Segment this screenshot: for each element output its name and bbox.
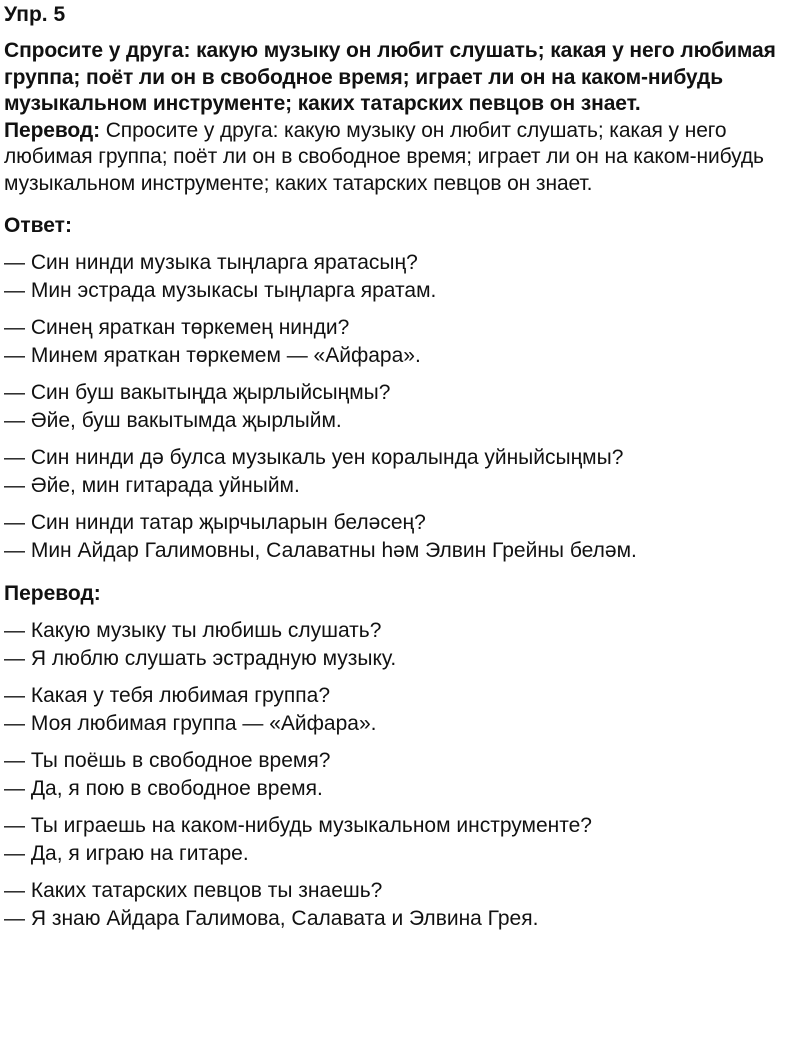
dialog-question: — Син нинди дә булса музыкаль уен коралында уйныйсыңмы? xyxy=(4,446,624,469)
exercise-title: Упр. 5 xyxy=(4,3,66,26)
translation-reply: — Да, я играю на гитаре. xyxy=(4,842,249,865)
translation-question: — Каких татарских певцов ты знаешь? xyxy=(4,879,383,902)
translation-question: — Ты поёшь в свободное время? xyxy=(4,749,331,772)
task-text: Спросите у друга: какую музыку он любит слушать; какая у него любимая группа; поёт ли он в свободное время; играет ли он на каком-нибудь музыкальном инструменте; каких татарских певцов он знает. xyxy=(4,39,776,115)
translation-label: Перевод: xyxy=(4,118,100,142)
translation-pair xyxy=(4,812,800,868)
dialog-pair xyxy=(4,509,800,565)
dialog-pair xyxy=(4,249,800,305)
translation-question: — Какая у тебя любимая группа? xyxy=(4,684,331,707)
translation-reply: — Моя любимая группа — «Айфара». xyxy=(4,712,377,735)
dialog-question: — Син буш вакытыңда җырлыйсыңмы? xyxy=(4,381,391,404)
translation-text: Спросите у друга: какую музыку он любит слушать; какая у него любимая группа; поёт ли он в свободное время; играет ли он на каком-нибудь музыкальном инструменте; каких татарских певцов он знает. xyxy=(4,118,764,195)
translation-pair xyxy=(4,617,800,673)
dialog-question: — Син нинди татар җырчыларын беләсең? xyxy=(4,511,426,534)
translation-pair xyxy=(4,682,800,738)
translation-reply: — Да, я пою в свободное время. xyxy=(4,777,323,800)
dialog-reply: — Мин эстрада музыкасы тыңларга яратам. xyxy=(4,279,437,302)
translation-reply: — Я знаю Айдара Галимова, Салавата и Элвина Грея. xyxy=(4,907,539,930)
translation-reply: — Я люблю слушать эстрадную музыку. xyxy=(4,647,397,670)
dialog-reply: — Мин Айдар Галимовны, Салаватны һәм Элвин Грейны беләм. xyxy=(4,539,637,562)
translation-pair xyxy=(4,877,800,933)
answer-translation-heading: Перевод: xyxy=(4,582,101,605)
answer-heading: Ответ: xyxy=(4,214,72,237)
dialog-question: — Син нинди музыка тыңларга яратасың? xyxy=(4,251,418,274)
dialog-reply: — Әйе, мин гитарада уйныйм. xyxy=(4,474,300,497)
translation-dialogs xyxy=(4,617,800,933)
dialog-pair xyxy=(4,444,800,500)
translation-pair xyxy=(4,747,800,803)
dialog-pair xyxy=(4,314,800,370)
answer-dialogs xyxy=(4,249,800,565)
dialog-reply: — Минем яраткан төркемем — «Айфара». xyxy=(4,344,421,367)
dialog-reply: — Әйе, буш вакытымда җырлыйм. xyxy=(4,409,342,432)
translation-question: — Какую музыку ты любишь слушать? xyxy=(4,619,382,642)
dialog-pair xyxy=(4,379,800,435)
task-translation xyxy=(4,118,800,198)
translation-question: — Ты играешь на каком-нибудь музыкальном инструменте? xyxy=(4,814,592,837)
dialog-question: — Синең яраткан төркемең нинди? xyxy=(4,316,350,339)
